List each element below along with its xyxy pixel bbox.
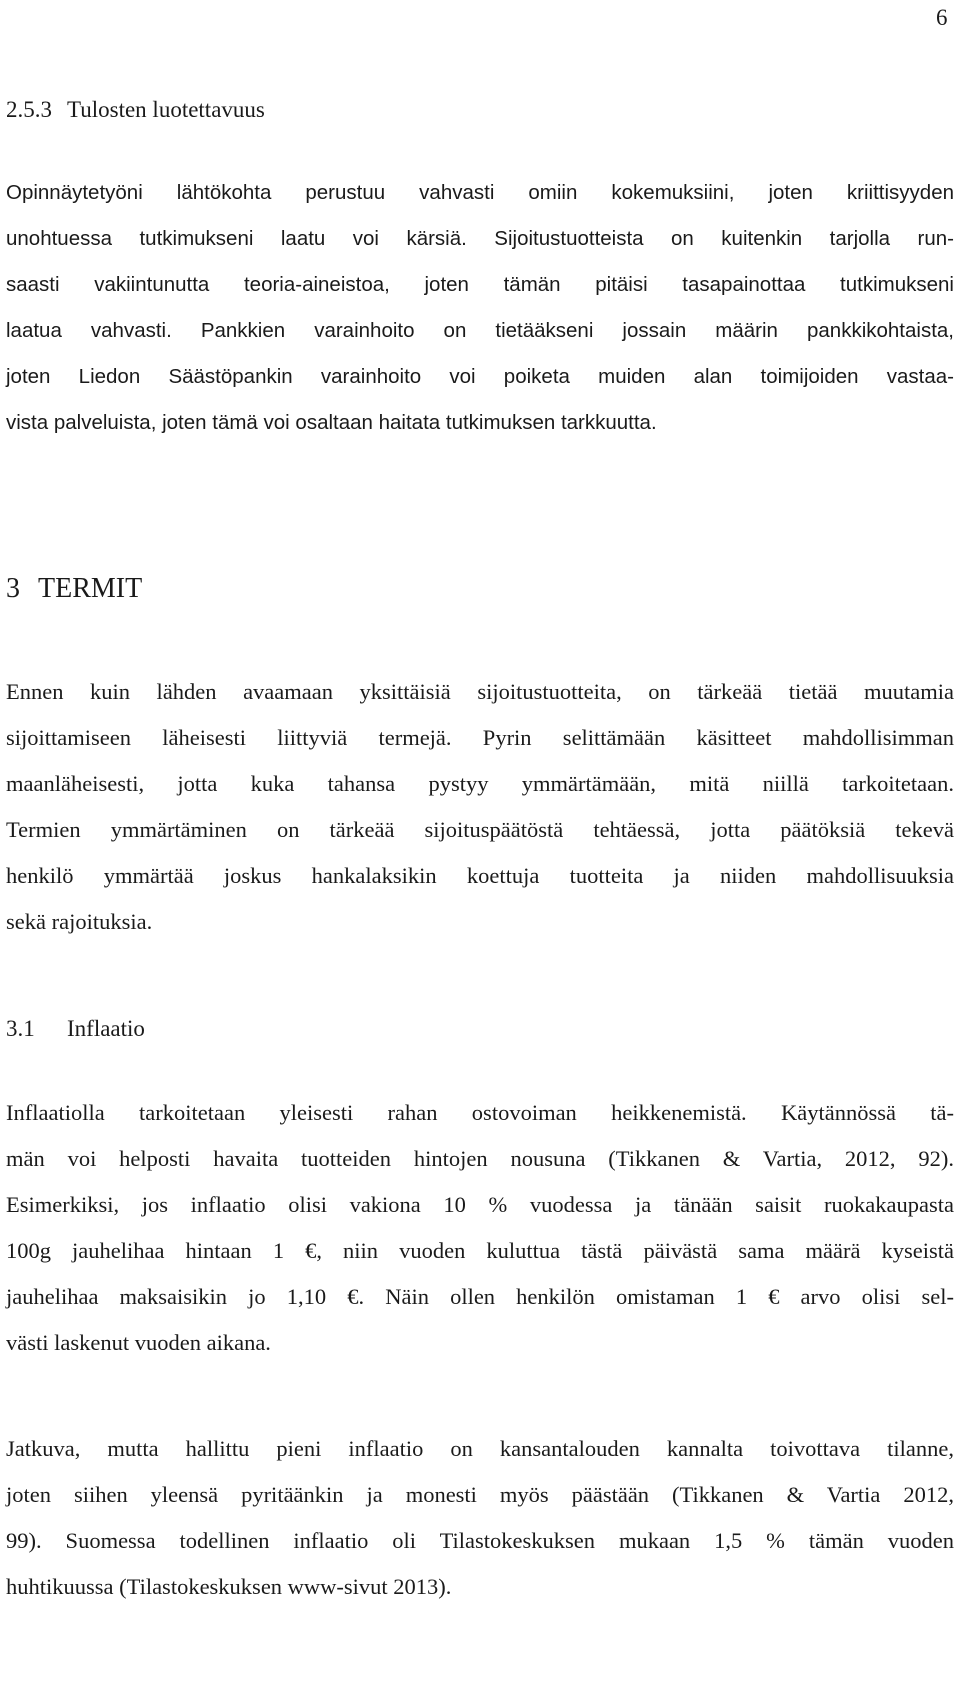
section-number: 2.5.3: [6, 97, 52, 122]
paragraph-line: Opinnäytetyöni lähtökohta perustuu vahvasti omiin kokemuksiini, joten kriittisyyden: [6, 181, 954, 204]
paragraph-line: vista palveluista, joten tämä voi osaltaan haitata tutkimuksen tarkkuutta.: [6, 411, 657, 434]
paragraph-line: 100g jauhelihaa hintaan 1 €, niin vuoden kuluttua tästä päivästä sama määrä kyseistä: [6, 1238, 954, 1263]
paragraph-line: sijoittamiseen läheisesti liittyviä termejä. Pyrin selittämään käsitteet mahdollisimman: [6, 725, 954, 750]
paragraph-line: laatua vahvasti. Pankkien varainhoito on tietääkseni jossain määrin pankkikohtaista,: [6, 319, 954, 342]
paragraph-line: saasti vakiintunutta teoria-aineistoa, joten tämän pitäisi tasapainottaa tutkimukseni: [6, 273, 954, 296]
paragraph-line: jauhelihaa maksaisikin jo 1,10 €. Näin ollen henkilön omistaman 1 € arvo olisi sel-: [6, 1284, 954, 1309]
paragraph-line: män voi helposti havaita tuotteiden hintojen nousuna (Tikkanen & Vartia, 2012, 92).: [6, 1146, 954, 1171]
page-number: 6: [936, 5, 948, 30]
paragraph-line: unohtuessa tutkimukseni laatu voi kärsiä. Sijoitustuotteista on kuitenkin tarjolla run-: [6, 227, 954, 250]
section-number: 3: [6, 573, 20, 604]
paragraph-line: Jatkuva, mutta hallittu pieni inflaatio on kansantalouden kannalta toivottava tilanne,: [6, 1436, 954, 1461]
section-heading-2-5-3: [6, 95, 265, 125]
section-title: Inflaatio: [67, 1016, 145, 1041]
paragraph-line: sekä rajoituksia.: [6, 909, 153, 934]
paragraph-line: henkilö ymmärtää joskus hankalaksikin koettuja tuotteita ja niiden mahdollisuuksia: [6, 863, 954, 888]
section-heading-3: [6, 572, 142, 606]
paragraph-line: 99). Suomessa todellinen inflaatio oli Tilastokeskuksen mukaan 1,5 % tämän vuoden: [6, 1528, 954, 1553]
section-heading-3-1: [6, 1014, 145, 1044]
section-title: Tulosten luotettavuus: [67, 97, 265, 122]
section-title: TERMIT: [38, 573, 143, 604]
paragraph-line: joten Liedon Säästöpankin varainhoito voi poiketa muiden alan toimijoiden vastaa-: [6, 365, 954, 388]
paragraph-line: Termien ymmärtäminen on tärkeää sijoituspäätöstä tehtäessä, jotta päätöksiä tekevä: [6, 817, 954, 842]
paragraph-line: huhtikuussa (Tilastokeskuksen www-sivut 2013).: [6, 1574, 452, 1599]
paragraph-line: Ennen kuin lähden avaamaan yksittäisiä sijoitustuotteita, on tärkeää tietää muutamia: [6, 679, 954, 704]
paragraph-line: joten siihen yleensä pyritäänkin ja monesti myös päästään (Tikkanen & Vartia 2012,: [6, 1482, 954, 1507]
section-number: 3.1: [6, 1016, 35, 1041]
paragraph-line: maanläheisesti, jotta kuka tahansa pystyy ymmärtämään, mitä niillä tarkoitetaan.: [6, 771, 954, 796]
paragraph-line: Inflaatiolla tarkoitetaan yleisesti rahan ostovoiman heikkenemistä. Käytännössä tä-: [6, 1100, 954, 1125]
paragraph-line: västi laskenut vuoden aikana.: [6, 1330, 271, 1355]
paragraph-line: Esimerkiksi, jos inflaatio olisi vakiona 10 % vuodessa ja tänään saisit ruokakaupasta: [6, 1192, 954, 1217]
